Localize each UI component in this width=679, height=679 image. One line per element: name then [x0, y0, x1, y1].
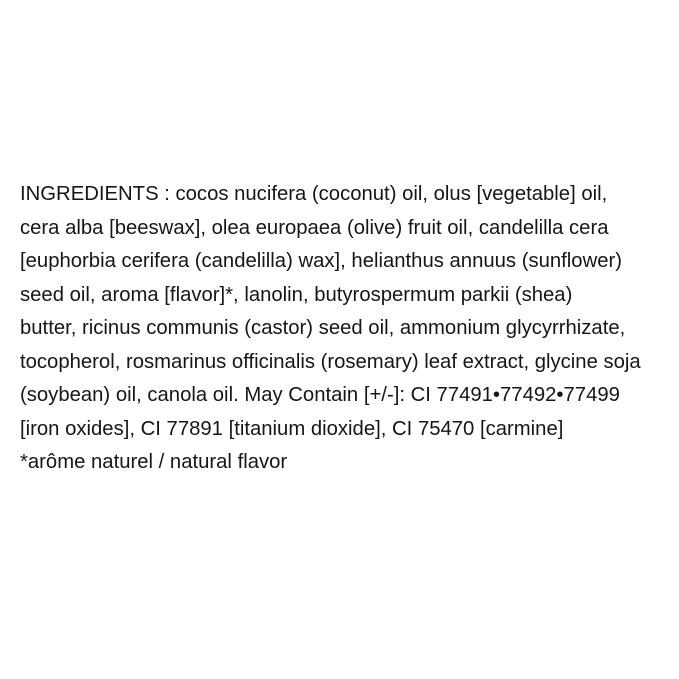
ingredients-line: [iron oxides], CI 77891 [titanium dioxide], CI 75470 [carmine]: [20, 417, 564, 440]
ingredients-line: seed oil, aroma [flavor]*, lanolin, butyrospermum parkii (shea): [20, 283, 573, 306]
ingredients-line: (soybean) oil, canola oil. May Contain [+/-]: CI 77491•77492•77499: [20, 384, 620, 406]
ingredients-line: cera alba [beeswax], olea europaea (olive) fruit oil, candelilla cera: [20, 216, 609, 239]
ingredients-line: tocopherol, rosmarinus officinalis (rosemary) leaf extract, glycine soja: [20, 350, 641, 373]
ingredients-footnote: *arôme naturel / natural flavor: [20, 451, 288, 473]
ingredients-text-block: [20, 178, 668, 480]
ingredients-line: INGREDIENTS : cocos nucifera (coconut) oil, olus [vegetable] oil,: [20, 183, 608, 205]
ingredients-line: [euphorbia cerifera (candelilla) wax], helianthus annuus (sunflower): [20, 250, 623, 272]
ingredients-line: butter, ricinus communis (castor) seed oil, ammonium glycyrrhizate,: [20, 317, 626, 339]
